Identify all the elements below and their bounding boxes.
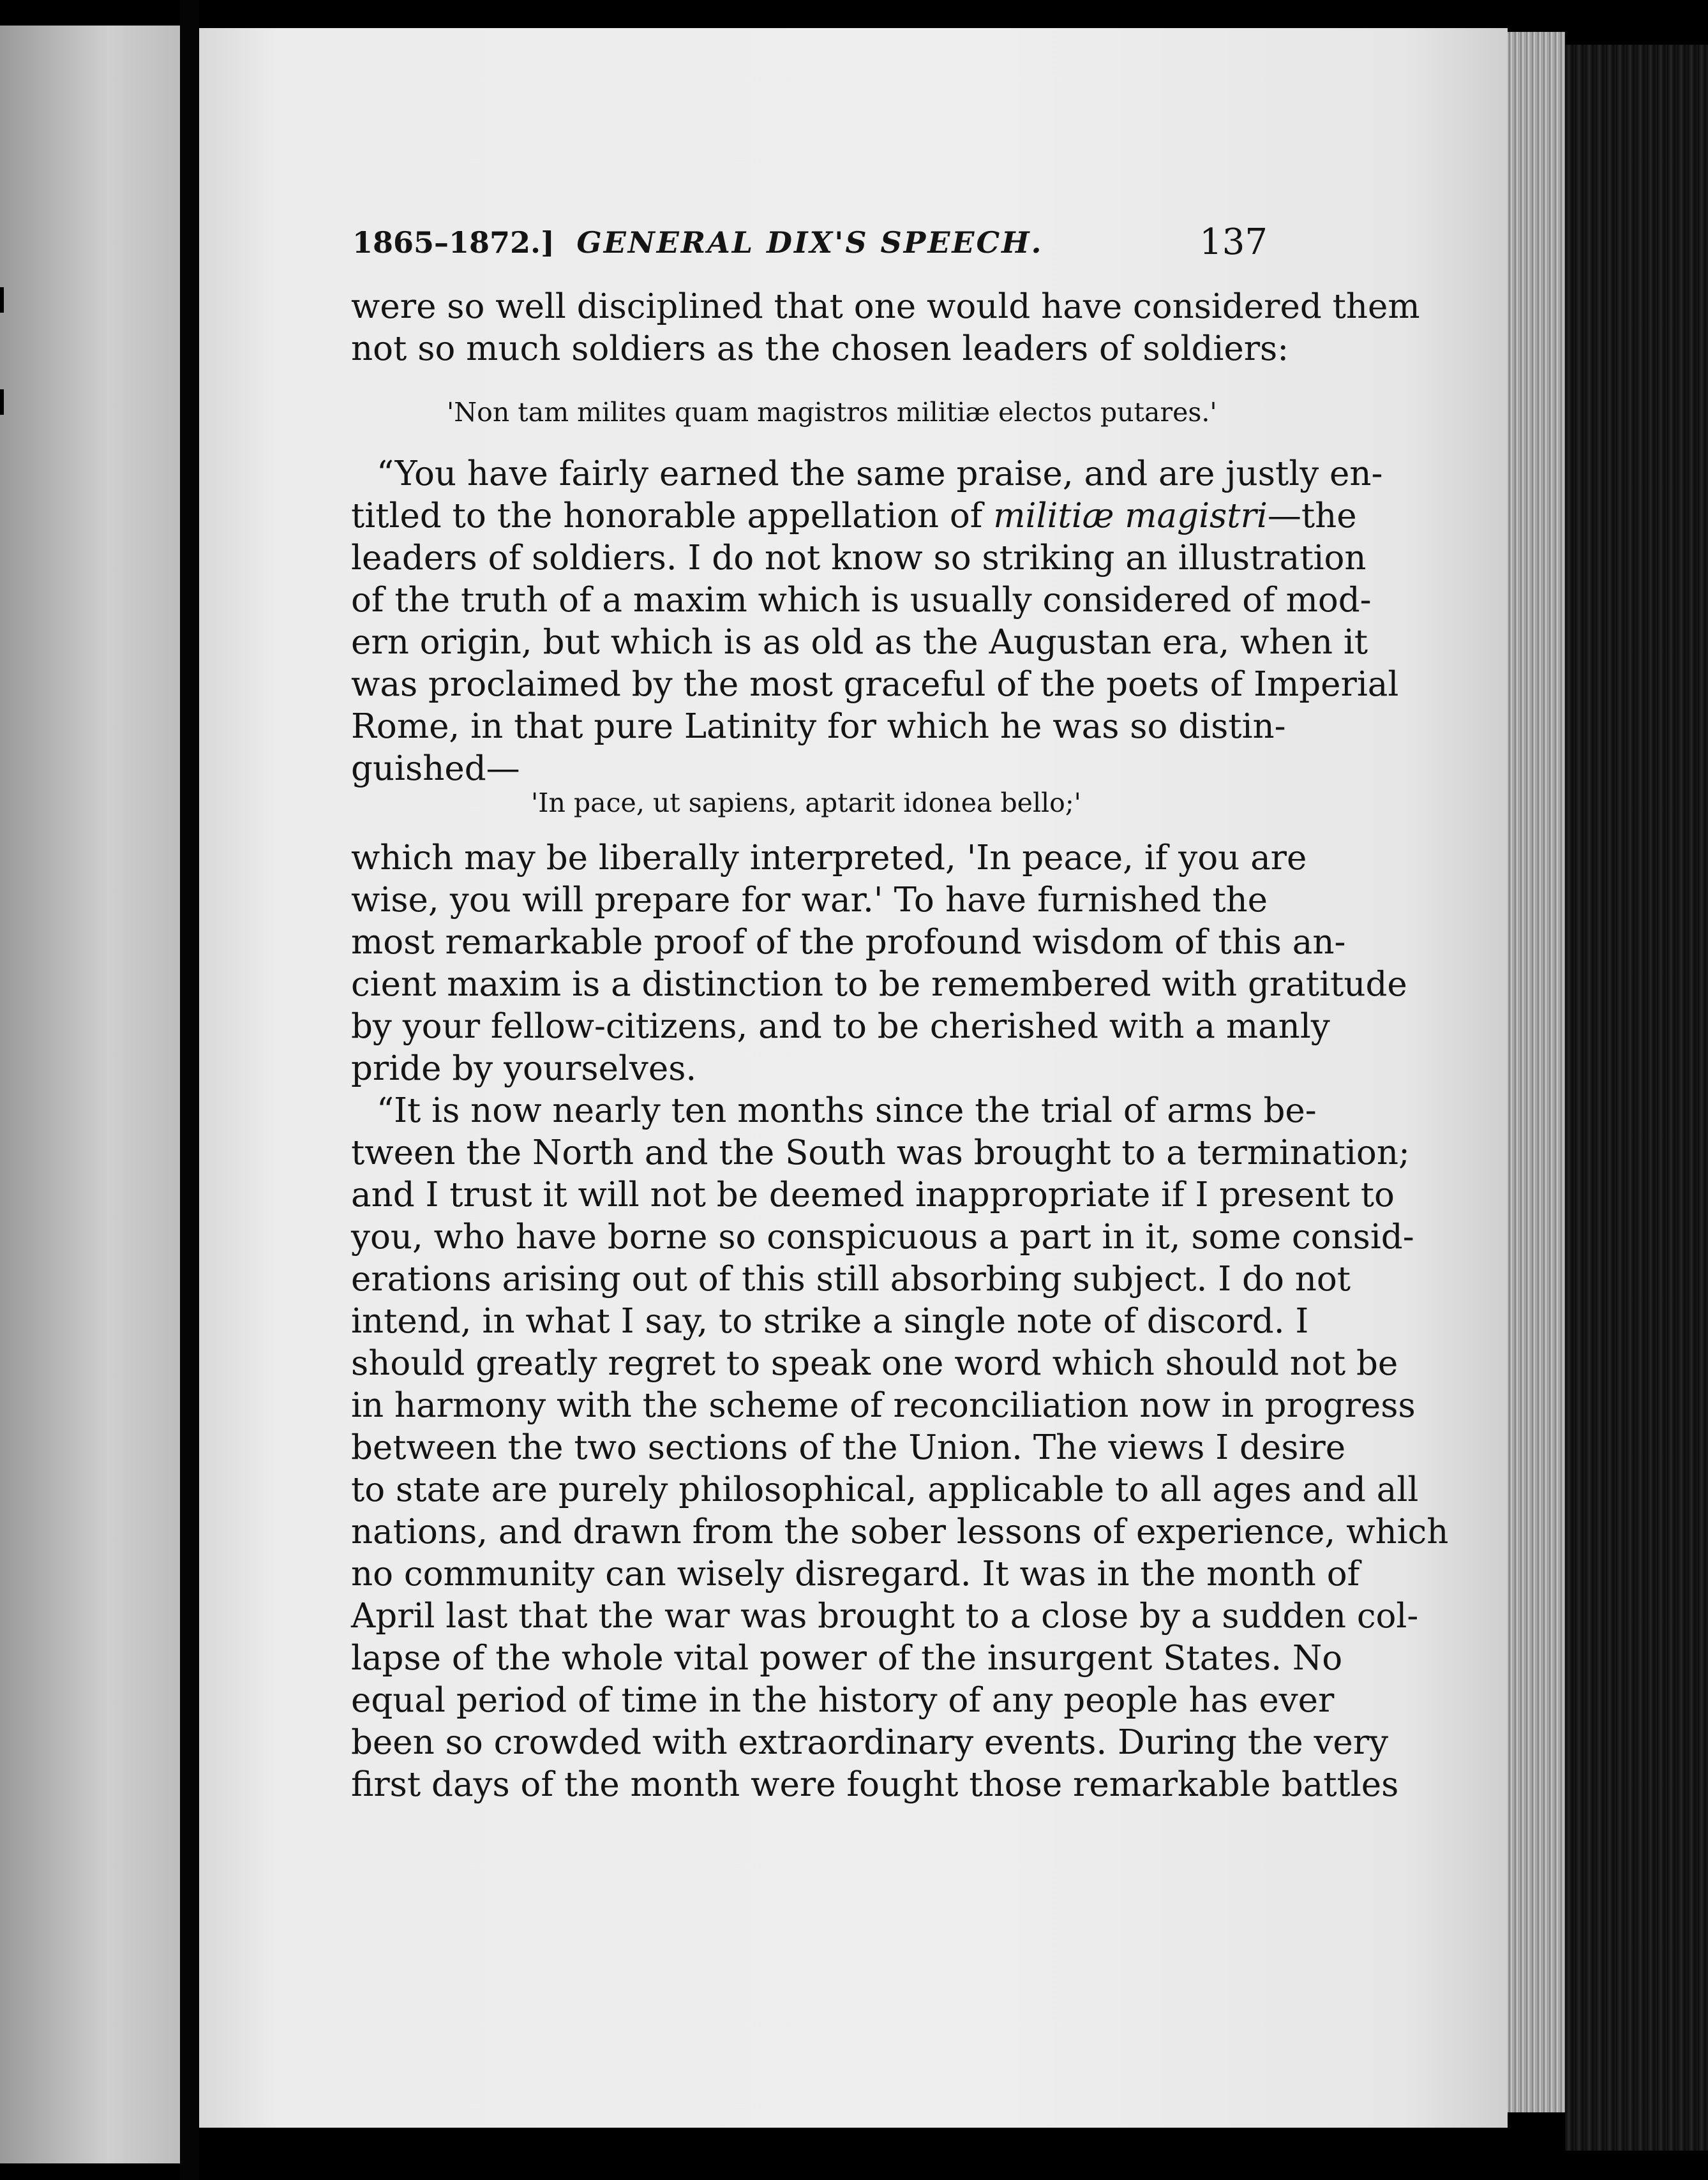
text-line [351, 495, 1357, 537]
text-line: in harmony with the scheme of reconciliation now in progress [351, 1386, 1416, 1425]
text-line: April last that the war was brought to a close by a sudden col- [351, 1597, 1419, 1636]
latin-phrase: militiæ magistri [993, 496, 1268, 535]
text-segment: —the [1267, 496, 1357, 535]
header-years: 1865–1872.] [352, 225, 555, 260]
text-line: “It is now nearly ten months since the trial of arms be- [377, 1091, 1317, 1130]
text-line: of the truth of a maxim which is usually considered of mod- [351, 581, 1372, 620]
text-line: was proclaimed by the most graceful of the poets of Imperial [351, 665, 1399, 704]
text-line: pride by yourselves. [351, 1049, 697, 1088]
text-line: lapse of the whole vital power of the insurgent States. No [351, 1639, 1343, 1678]
text-line: leaders of soldiers. I do not know so striking an illustration [351, 539, 1367, 578]
text-line: should greatly regret to speak one word which should not be [351, 1344, 1398, 1383]
text-line: you, who have borne so conspicuous a part in it, some consid- [351, 1218, 1414, 1257]
text-line: most remarkable proof of the profound wisdom of this an- [351, 923, 1346, 962]
text-line: ern origin, but which is as old as the Augustan era, when it [351, 623, 1368, 662]
text-line: equal period of time in the history of any people has ever [351, 1681, 1335, 1720]
text-line: cient maxim is a distinction to be remembered with gratitude [351, 965, 1407, 1004]
text-line: guished— [351, 749, 520, 788]
text-line: which may be liberally interpreted, 'In peace, if you are [351, 839, 1307, 877]
text-line: no community can wisely disregard. It was in the month of [351, 1555, 1360, 1594]
text-line: first days of the month were fought those remarkable battles [351, 1765, 1399, 1804]
page-number: 137 [1199, 221, 1268, 263]
text-line: were so well disciplined that one would have considered them [351, 287, 1420, 326]
text-line: between the two sections of the Union. The views I desire [351, 1428, 1346, 1467]
latin-quote: 'Non tam milites quam magistros militiæ electos putares.' [447, 397, 1217, 428]
text-line: intend, in what I say, to strike a single note of discord. I [351, 1302, 1309, 1341]
text-line: erations arising out of this still absorbing subject. I do not [351, 1260, 1351, 1299]
latin-quote: 'In pace, ut sapiens, aptarit idonea bello;' [531, 788, 1081, 818]
text-line: “You have fairly earned the same praise, and are justly en- [377, 454, 1383, 493]
text-segment: titled to the honorable appellation of [351, 496, 994, 535]
text-line: to state are purely philosophical, applicable to all ages and all [351, 1470, 1419, 1509]
running-header [352, 217, 1268, 268]
header-title: GENERAL DIX'S SPEECH. [576, 225, 1044, 260]
text-line: not so much soldiers as the chosen leaders of soldiers: [351, 329, 1289, 368]
text-line: tween the North and the South was brought to a termination; [351, 1133, 1410, 1172]
text-line: wise, you will prepare for war.' To have furnished the [351, 881, 1268, 920]
text-line: been so crowded with extraordinary events. During the very [351, 1723, 1389, 1762]
text-line: by your fellow-citizens, and to be cherished with a manly [351, 1007, 1330, 1046]
text-line: Rome, in that pure Latinity for which he was so distin- [351, 707, 1286, 746]
text-line: nations, and drawn from the sober lessons of experience, which [351, 1512, 1449, 1551]
text-line: and I trust it will not be deemed inappropriate if I present to [351, 1176, 1395, 1214]
